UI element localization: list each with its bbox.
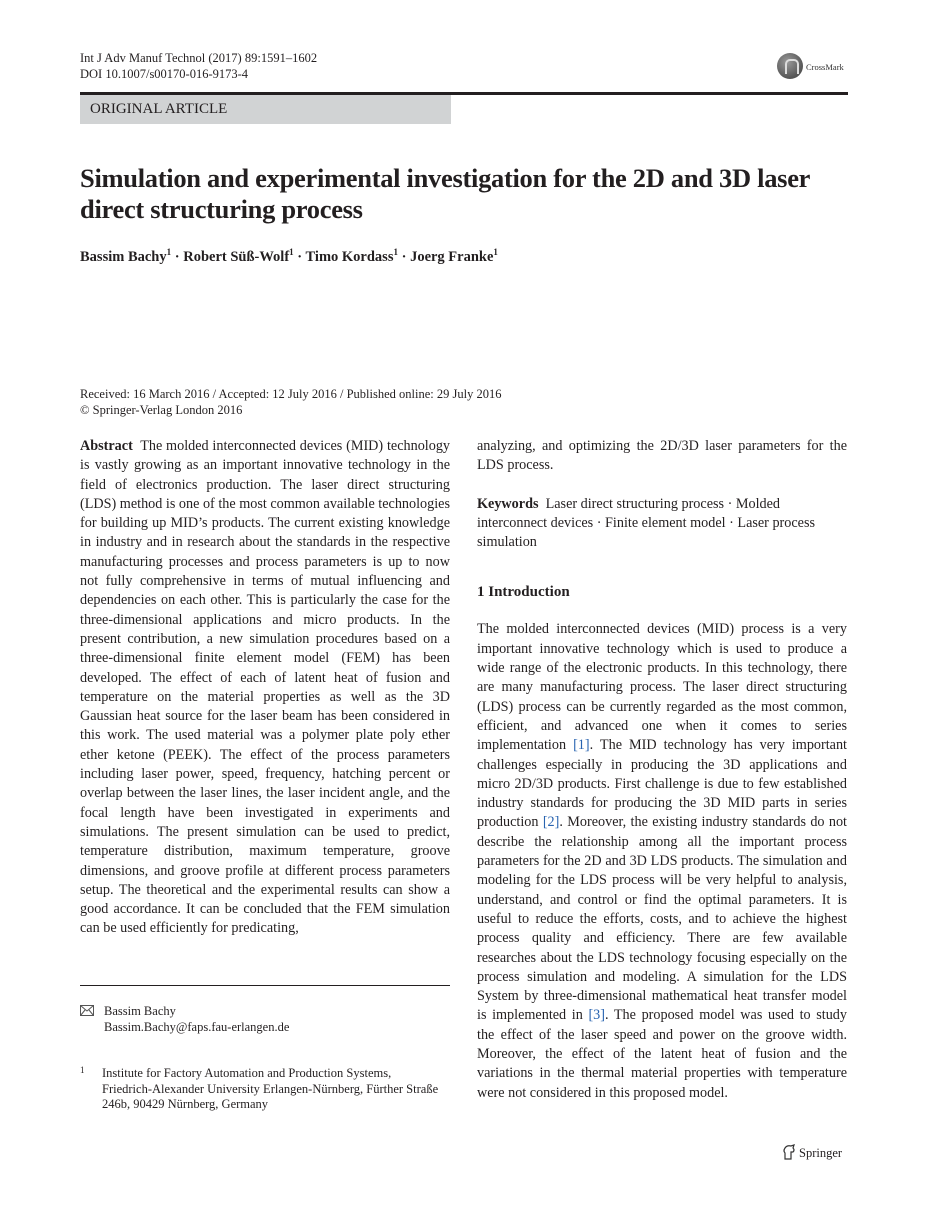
article-dates — [80, 386, 501, 418]
affiliation-line: Friedrich-Alexander University Erlangen-Nürnberg, Fürther Straße — [102, 1081, 439, 1096]
right-column — [477, 437, 847, 1103]
abstract — [80, 437, 450, 939]
citation-link[interactable]: [2] — [542, 814, 560, 831]
envelope-icon — [80, 1005, 94, 1021]
publisher-logo — [782, 1144, 842, 1164]
crossmark-label: CrossMark — [806, 62, 844, 72]
intro-text: . Moreover, the existing industry standards do not describe the relationship among all the important process parameters for the 2D and 3D LDS products. The simulation and modeling for the LDS process will be very helpful to analysis, understand, and control or find the optimal parameters. It is useful to reduce the efforts, costs, and to achieve the highest process quality and efficiency. There are few available researches about the LDS technology focusing especially on the process simulation and modeling. A simulation for the LDS System by three-dimensional mathematical heat transfer model is implemented in — [477, 814, 847, 1024]
author-name[interactable]: Robert Süß-Wolf — [183, 248, 290, 265]
abstract-continued: analyzing, and optimizing the 2D/3D laser parameters for the LDS process. — [477, 438, 847, 474]
crossmark-icon — [777, 53, 803, 79]
footnote-rule — [80, 985, 450, 986]
abstract-label: Abstract — [80, 438, 133, 454]
paper-title: Simulation and experimental investigation for the 2D and 3D laser direct structuring process — [80, 163, 810, 224]
crossmark-badge[interactable] — [777, 53, 897, 81]
journal-header — [80, 50, 317, 82]
corresponding-email[interactable]: Bassim.Bachy@faps.fau-erlangen.de — [104, 1019, 290, 1034]
author-separator: · — [171, 248, 184, 265]
publisher-name: Springer — [799, 1146, 843, 1160]
author-separator: · — [397, 248, 411, 265]
springer-horse-icon — [782, 1144, 796, 1164]
affiliation-line: 246b, 90429 Nürnberg, Germany — [102, 1097, 269, 1111]
citation-link[interactable]: [1] — [573, 737, 590, 754]
abstract-text: The molded interconnected devices (MID) technology is vastly growing as an important innovative technology in the field of electronics production. The laser direct structuring (LDS) method is one of the most common available technologies for building up MID’s products. The current existing knowledge in industry and in research about the standards in the respective manufacturing processes and process parameters is up to now not fully comprehensive in terms of mutual influencing and dependencies on each other. This is particularly the case for the three-dimensional applications and micro products. In the present contribution, a new simulation procedures based on a three-dimensional finite element model (FEM) has been developed. The effect of each of latent heat of fusion and temperature on the material properties as well as the 3D Gaussian heat source for the laser beam has been considered in this work. The used material was a polymer plate poly ether ether ketone (PEEK). The effect of the process parameters including laser power, speed, frequency, hatching percent or overlap between the laser lines, the laser incident angle, and the focal length have been investigated in experiments and simulations. The present simulation can be used to predict, temperature distribution, maximum temperature, groove dimensions, and groove profile at different process parameters setup. The theoretical and the experimental results can show a good accordance. It can be concluded that the FEM simulation can be used efficiently for predicating, — [80, 438, 451, 937]
author-affil-mark: 1 — [393, 247, 398, 257]
author-separator: · — [293, 248, 306, 265]
author-affil-mark: 1 — [166, 247, 172, 257]
author-name[interactable]: Bassim Bachy — [80, 248, 167, 265]
journal-citation: Int J Adv Manuf Technol (2017) 89:1591–1602 — [80, 51, 318, 65]
correspondence — [80, 1004, 289, 1035]
author-list — [80, 247, 498, 266]
section-heading: 1 Introduction — [477, 584, 570, 601]
author-affil-mark: 1 — [289, 247, 294, 257]
affiliation — [80, 1066, 460, 1113]
corresponding-author: Bassim Bachy — [104, 1004, 176, 1018]
keywords-label: Keywords — [477, 495, 539, 512]
author-name[interactable]: Timo Kordass — [305, 248, 394, 265]
intro-paragraph — [477, 620, 847, 1102]
keywords-text: Laser direct structuring process · Molded interconnect devices · Finite element model · Laser process simulation — [477, 495, 816, 551]
article-type-banner: ORIGINAL ARTICLE — [80, 95, 451, 124]
intro-text: . The proposed model was used to study the effect of the laser speed and power on the groove width. Moreover, the effect of the latent heat of fusion and the variations in the thermal material properties with temperature were not considered in this proposed model. — [477, 1007, 847, 1101]
copyright: © Springer-Verlag London 2016 — [80, 403, 243, 417]
citation-link[interactable]: [3] — [588, 1007, 605, 1024]
doi[interactable]: DOI 10.1007/s00170-016-9173-4 — [80, 67, 249, 81]
author-affil-mark: 1 — [493, 247, 498, 257]
intro-text: The molded interconnected devices (MID) process is a very important innovative technology which is used to produce a wide range of the electronic products. In this technology, there are many manufacturing process. The laser direct structuring (LDS) process can be currently regarded as the most common, efficient, and advanced one when it comes to series implementation — [477, 621, 847, 754]
affiliation-line: Institute for Factory Automation and Production Systems, — [102, 1066, 392, 1080]
keywords — [477, 495, 847, 553]
publication-history: Received: 16 March 2016 / Accepted: 12 July 2016 / Published online: 29 July 2016 — [80, 387, 502, 401]
author-name[interactable]: Joerg Franke — [410, 248, 494, 265]
affiliation-number: 1 — [80, 1065, 85, 1075]
left-column — [80, 437, 450, 939]
intro-text: . The MID technology has very important challenges especially in producing the 3D applications and micro 2D/3D products. First challenge is due to few established industry standards for producing the 3D MID parts in series production — [477, 737, 848, 831]
